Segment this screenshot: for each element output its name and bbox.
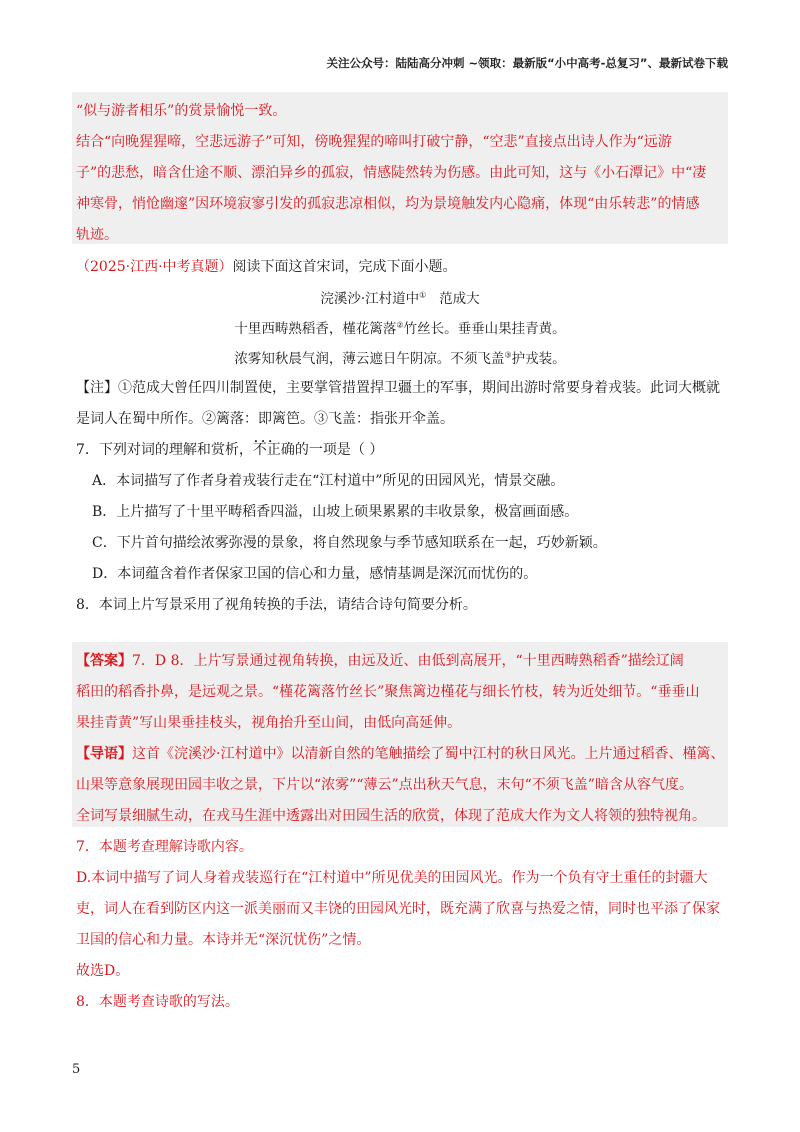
explain-line: 吏，词人在看到防区内这一派美丽而又丰饶的田园风光时，既充满了欣喜与热爱之情，同时也平添了保家 (76, 901, 720, 917)
footnote-marker: ③ (504, 350, 512, 360)
poem-text: 竹丝长。垂垂山果挂青黄。 (403, 321, 566, 337)
poem-text: 护戎装。 (511, 351, 566, 367)
answer-line: 稻田的稻香扑鼻，是远观之景。“槿花篱落竹丝长”聚焦篱边槿花与细长竹枝，转为近处细节。“垂垂山 (76, 684, 700, 700)
option-a: A．本词描写了作者身着戎装行走在“江村道中”所见的田园风光，情景交融。 (92, 473, 565, 489)
notes-line: 是词人在蜀中所作。②篱落：即篱笆。③飞盖：指张开伞盖。 (76, 411, 454, 427)
poem-line (0, 317, 800, 337)
explain-title: 8．本题考查诗歌的写法。 (76, 994, 239, 1010)
poem-author: 范成大 (439, 291, 480, 307)
analysis-line: 神寒骨，悄怆幽邃”因环境寂寥引发的孤寂悲凉相似，均为景境触发内心隐痛，体现“由乐转悲”的情感 (76, 196, 700, 212)
poem-text: 浓雾知秋晨气润，薄云遮日午阴凉。不须飞盖 (234, 351, 505, 367)
poem-text: 十里西畴熟稻香，槿花篱落 (234, 321, 397, 337)
analysis-line: 子”的悲愁，暗含仕途不顺、漂泊异乡的孤寂，情感陡然转为伤感。由此可知，这与《小石潭记》中“凄 (76, 165, 707, 181)
explain-title: 7．本题考查理解诗歌内容。 (76, 839, 253, 855)
emphasis-text: ••• 不正确 (253, 442, 295, 458)
question-7-stem (76, 440, 383, 460)
question-intro (76, 257, 457, 277)
stem-text: 的一项是（ ） (294, 442, 384, 458)
analysis-line: 轨迹。 (76, 227, 118, 243)
guide-line: 山果等意象展现田园丰收之景，下片以“浓雾”“薄云”点出秋天气息，末句“不须飞盖”暗含从容气度。 (76, 777, 693, 793)
guide-line (76, 744, 724, 764)
poem-line (0, 347, 800, 367)
stem-text: 7．下列对词的理解和赏析， (76, 442, 253, 458)
option-c: C．下片首句描绘浓雾弥漫的景象，将自然现象与季节感知联系在一起，巧妙新颖。 (92, 535, 607, 551)
notes-line: 【注】①范成大曾任四川制置使，主要掌管措置捍卫疆土的军事，期间出游时常要身着戎装。此词大概就 (76, 380, 720, 396)
analysis-line: “似与游者相乐”的赏景愉悦一致。 (76, 103, 287, 119)
poem-title (0, 287, 800, 307)
guide-line: 全词写景细腻生动，在戎马生涯中透露出对田园生活的欣赏，体现了范成大作为文人将领的独特视角。 (76, 808, 706, 824)
option-d: D．本词蕴含着作者保家卫国的信心和力量，感情基调是深沉而忧伤的。 (92, 566, 538, 582)
footnote-marker: ① (419, 290, 427, 300)
explain-choice: 故选D。 (76, 963, 130, 979)
explain-line: 卫国的信心和力量。本诗并无“深沉忧伤”之情。 (76, 932, 371, 948)
page-number: 5 (72, 1062, 81, 1077)
answer-text: 7．D 8．上片写景通过视角转换，由远及近、由低到高展开，“十里西畴熟稻香”描绘辽阔 (132, 653, 684, 669)
question-8-stem: 8．本词上片写景采用了视角转换的手法，请结合诗句简要分析。 (76, 597, 477, 613)
guide-text: 这首《浣溪沙·江村道中》以清新自然的笔触描绘了蜀中江村的秋日风光。上片通过稻香、槿篱、 (132, 746, 725, 762)
intro-text: 阅读下面这首宋词，完成下面小题。 (232, 259, 457, 275)
answer-label: 【答案】 (76, 653, 132, 669)
page-header: 关注公众号：陆陆高分冲刺 ~领取：最新版“小中高考-总复习”、最新试卷下载 (326, 56, 728, 70)
guide-label: 【导语】 (76, 746, 132, 762)
question-source: （2025·江西·中考真题） (76, 259, 233, 275)
answer-line: 果挂青黄”写山果垂挂枝头，视角抬升至山间，由低向高延伸。 (76, 715, 462, 731)
option-b: B．上片描写了十里平畴稻香四溢，山坡上硕果累累的丰收景象，极富画面感。 (92, 504, 579, 520)
answer-line (76, 651, 684, 671)
footnote-marker: ② (396, 320, 404, 330)
poem-title-text: 浣溪沙·江村道中 (320, 291, 420, 307)
analysis-line: 结合“向晚猩猩啼，空悲远游子”可知，傍晚猩猩的啼叫打破宁静，“空悲”直接点出诗人作为“远游 (76, 134, 672, 150)
explain-line: D.本词中描写了词人身着戎装巡行在“江村道中”所见优美的田园风光。作为一个负有守土重任的封疆大 (76, 870, 708, 886)
